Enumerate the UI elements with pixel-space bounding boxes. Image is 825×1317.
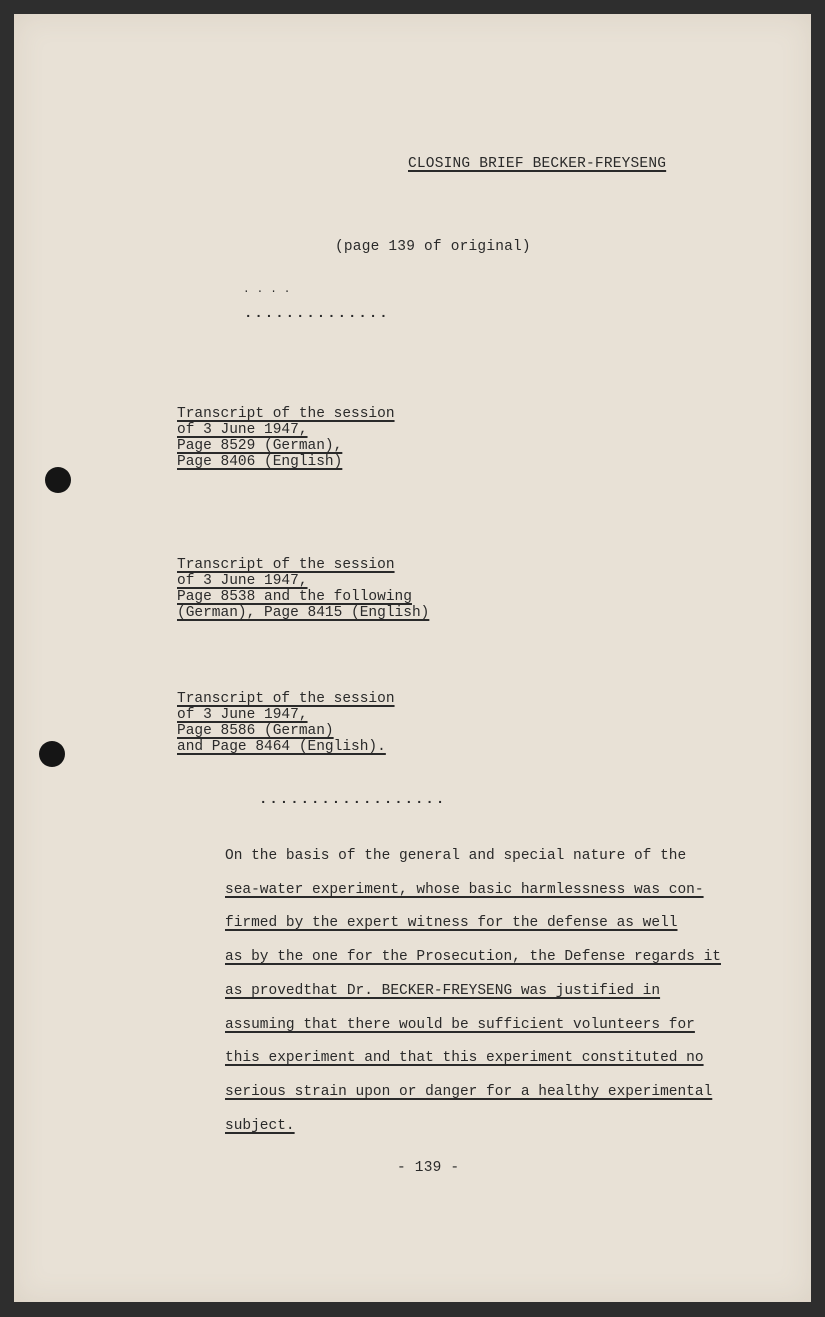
citation-line: Page 8538 and the following	[177, 589, 412, 605]
document-page	[14, 14, 811, 1302]
punch-hole-bottom	[39, 741, 65, 767]
paragraph-line: as by the one for the Prosecution, the Defense regards it	[225, 949, 721, 966]
citation-2	[177, 557, 429, 621]
paragraph-line: On the basis of the general and special nature of the	[225, 848, 687, 864]
punch-hole-top	[45, 467, 71, 493]
body-paragraph	[225, 840, 721, 1143]
paragraph-line: assuming that there would be sufficient volunteers for	[225, 1016, 695, 1033]
citation-line: Page 8529 (German),	[177, 438, 343, 454]
citation-line: of 3 June 1947,	[177, 707, 308, 723]
citation-1	[177, 406, 395, 470]
paragraph-line: serious strain upon or danger for a healthy experimental	[225, 1083, 713, 1100]
paragraph-line: firmed by the expert witness for the defense as well	[225, 915, 678, 932]
paragraph-line: this experiment and that this experiment constituted no	[225, 1050, 704, 1067]
citation-line: Transcript of the session	[177, 691, 395, 707]
citation-line: Page 8406 (English)	[177, 454, 343, 470]
paragraph-line: as provedthat Dr. BECKER-FREYSENG was justified in	[225, 982, 661, 999]
ellipsis-row-1: ..............	[244, 306, 390, 322]
citation-line: Page 8586 (German)	[177, 723, 334, 739]
page-number: - 139 -	[397, 1160, 460, 1176]
ellipsis-row-2: ..................	[259, 792, 447, 808]
citation-line: Transcript of the session	[177, 557, 395, 573]
paragraph-line: sea-water experiment, whose basic harmlessness was con-	[225, 881, 704, 898]
page-reference: (page 139 of original)	[335, 239, 531, 255]
citation-line: Transcript of the session	[177, 406, 395, 422]
citation-line: of 3 June 1947,	[177, 573, 308, 589]
paragraph-line: subject.	[225, 1117, 295, 1134]
document-heading: CLOSING BRIEF BECKER-FREYSENG	[408, 156, 667, 172]
citation-line: and Page 8464 (English).	[177, 739, 386, 755]
ellipsis-small: . . . .	[243, 284, 291, 296]
citation-line: of 3 June 1947,	[177, 422, 308, 438]
citation-3	[177, 691, 395, 755]
citation-line: (German), Page 8415 (English)	[177, 605, 430, 621]
